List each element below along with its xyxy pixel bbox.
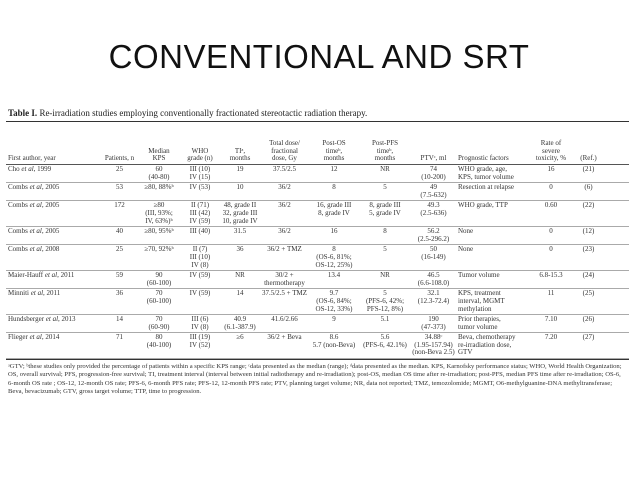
header-ref: (Ref.) [580,154,597,163]
cell-author: Cho et al, 1999 [8,165,52,173]
cell-kps: 70 (60-100) [146,289,172,305]
cell-kps: ≥70, 92%ᵇ [144,245,174,254]
cell-prognostic: Tumor volume [458,271,500,280]
header-dose: Total dose/ fractional dose, Gy [269,139,300,163]
table-bottom-rule [6,359,629,360]
cell-who: III (10) IV (15) [189,165,211,181]
cell-ref: (6) [584,183,593,192]
cell-ref: (27) [582,333,595,342]
header-kps: Median KPS [148,146,170,163]
cell-post-os: 9.7 (OS-6, 84%; OS-12, 33%) [315,289,353,313]
cell-post-pfs: 5 [383,245,387,254]
cell-prognostic: Resection at relapse [458,183,514,192]
cell-patients: 36 [116,289,123,298]
header-post-os: Post-OS timeᵇ, months [322,139,346,163]
cell-prognostic: WHO grade, age, KPS, tumor volume [458,165,514,181]
cell-post-os: 12 [330,165,338,173]
table-footnote: ᵃGTV; ᵇthese studies only provided the percentage of patients within a specific KPS range; ᶜdata presented as the median (range); ᵈdata presented as the median. KPS, Karnofsky performance status; WHO, World Health Organization; OS, overall survival; PFS, progression-free survival; TI, treatment interval (interval between initial radiotherapy and re-irradiation); post-OS, median OS time after re-irradiation; post-PFS, median PFS time after re-irradiation; OS-6, 6-month OS rate ; OS-12, 12-month OS rate; PFS-6, 6-month PFS rate; PFS-12, 12-month PFS rate; PTV, planning target volume; NR, data not reported; TMZ, temozolomide; MGMT, O6-methylguanine-DNA methyltransferase; Beva, bevacizumab; GTV, gross target volume; TTP, time to progression. [8,363,622,395]
table-row [6,333,629,359]
table-row [6,183,629,201]
cell-post-os: 16 [330,227,338,236]
cell-post-pfs: 5 (PFS-6, 42%; PFS-12, 8%) [365,289,405,313]
cell-prognostic: None [458,227,474,236]
cell-patients: 172 [114,201,125,210]
cell-ti: NR [235,271,245,280]
table-row [6,201,629,227]
cell-dose: 36/2 [278,201,291,210]
cell-prognostic: Beva, chemotherapy re-irradiation dose, GTV [458,333,516,357]
cell-ref: (25) [582,289,595,298]
cell-who: IV (59) [189,271,211,280]
cell-dose: 36/2 + TMZ [267,245,302,254]
cell-post-pfs: 5.6 (PFS-6, 42.1%) [363,333,407,349]
cell-who: III (6) IV (8) [191,315,209,331]
table-body [6,165,629,359]
cell-prognostic: WHO grade, TTP [458,201,508,210]
cell-who: IV (53) [189,183,211,192]
header-author: First author, year [8,154,56,163]
table-figure [6,108,629,396]
cell-ptv: 46.5 (6.6-108.0) [417,271,450,287]
cell-toxicity: 7.10 [544,315,558,324]
cell-ref: (26) [582,315,595,324]
cell-kps: ≥80, 95%ᵇ [144,227,174,236]
cell-dose: 36/2 + Beva [267,333,302,342]
cell-ti: 10 [236,183,244,192]
cell-toxicity: 16 [547,165,555,173]
cell-dose: 36/2 [278,183,291,192]
header-prognostic: Prognostic factors [458,154,509,163]
cell-dose: 37.5/2.5 + TMZ [261,289,308,298]
cell-post-pfs: 5.1 [380,315,390,324]
header-ti: TIᵃ, months [229,146,251,163]
cell-prognostic: KPS, treatment interval, MGMT methylation [458,289,505,313]
table-row [6,245,629,271]
cell-dose: 36/2 [278,227,291,236]
table-row [6,165,629,183]
cell-post-os: 8.6 5.7 (non-Beva) [312,333,356,349]
cell-kps: 70 (60-90) [148,315,170,331]
cell-toxicity: 0 [549,183,553,192]
cell-toxicity: 0 [549,227,553,236]
cell-prognostic: None [458,245,474,254]
cell-toxicity: 0 [549,245,553,254]
cell-post-pfs: 8 [383,227,387,236]
cell-patients: 25 [116,245,123,254]
table-header [6,122,629,164]
cell-toxicity: 0.60 [544,201,558,210]
cell-ref: (23) [582,245,595,254]
cell-ti: 36 [236,245,244,254]
cell-dose: 30/2 + thermotherapy [264,271,305,287]
cell-author: Hundsberger et al, 2013 [8,315,76,324]
cell-prognostic: Prior therapies, tumor volume [458,315,501,331]
cell-ti: 40.9 (6.1-387.9) [224,315,256,331]
cell-patients: 14 [116,315,123,324]
header-who: WHO grade (n) [187,146,213,163]
cell-kps: 60 (40-80) [148,165,170,181]
cell-ref: (24) [582,271,595,280]
cell-who: III (19) IV (52) [189,333,211,349]
cell-ti: ≥6 [236,333,244,342]
cell-author: Combs et al, 2008 [8,245,60,254]
cell-ti: 48, grade II 32, grade III 10, grade IV [222,201,258,225]
slide-title: CONVENTIONAL AND SRT [108,38,530,75]
cell-author: Minniti et al, 2011 [8,289,61,298]
cell-post-pfs: NR [380,165,390,173]
cell-dose: 41.6/2.66 [271,315,298,324]
cell-kps: ≥80 (III, 93%; IV, 63%)ᵇ [145,201,173,225]
cell-who: III (40) [189,227,211,236]
cell-ptv: 49 (7.5-632) [420,183,447,199]
cell-author: Combs et al, 2005 [8,227,60,236]
table-caption [8,108,629,118]
header-post-pfs: Post-PFS timeᵇ, months [371,139,399,163]
cell-dose: 37.5/2.5 [273,165,296,173]
cell-toxicity: 6.8-15.3 [539,271,563,280]
cell-kps: 90 (60-100) [146,271,172,287]
cell-ref: (12) [582,227,595,236]
cell-post-pfs: 8, grade III 5, grade IV [369,201,401,217]
cell-kps: 80 (40-100) [146,333,172,349]
cell-post-os: 13.4 [327,271,341,280]
cell-patients: 40 [116,227,123,236]
cell-who: II (7) III (10) IV (8) [189,245,211,269]
cell-kps: ≥80, 88%ᵇ [144,183,174,192]
cell-author: Maier-Hauff et al, 2011 [8,271,75,280]
cell-toxicity: 7.20 [544,333,558,342]
cell-post-os: 9 [332,315,336,324]
cell-author: Combs et al, 2005 [8,201,60,210]
caption-text: Re-irradiation studies employing conventionally fractionated stereotactic radiation therapy. [39,108,368,118]
cell-patients: 71 [116,333,123,342]
cell-author: Combs et al, 2005 [8,183,60,192]
cell-post-os: 8 [332,183,336,192]
cell-ref: (22) [582,201,595,210]
cell-patients: 59 [116,271,123,280]
header-patients: Patients, n [104,154,135,163]
cell-ptv: 49.3 (2.5-636) [420,201,447,217]
table-row [6,227,629,245]
cell-who: IV (59) [189,289,211,298]
cell-patients: 25 [116,165,123,173]
cell-ti: 14 [236,289,244,298]
header-ptv: PTVᶜ, ml [420,154,447,163]
cell-post-os: 16, grade III 8, grade IV [316,201,352,217]
cell-post-pfs: NR [380,271,390,280]
cell-ptv: 34.88ᶜ (1.95-157.94) (non-Beva 2.5) [412,333,455,357]
cell-ref: (21) [582,165,595,173]
cell-ptv: 56.2 (2.5-296.2) [417,227,450,243]
cell-patients: 53 [116,183,123,192]
cell-author: Flieger et al, 2014 [8,333,60,342]
caption-label: Table I. [8,108,38,118]
cell-ti: 31.5 [233,227,247,236]
cell-who: II (71) III (42) IV (59) [189,201,211,225]
cell-ptv: 32.1 (12.3-72.4) [417,289,450,305]
header-toxicity: Rate of severe toxicity, % [535,139,567,163]
table-row [6,315,629,333]
cell-toxicity: 11 [547,289,555,298]
cell-ptv: 50 (16-149) [421,245,446,261]
cell-post-os: 8 (OS-6, 81%; OS-12, 25%) [315,245,353,269]
table-row [6,271,629,289]
cell-ti: 19 [236,165,244,173]
cell-ptv: 190 (47-373) [421,315,446,331]
cell-post-pfs: 5 [383,183,387,192]
cell-ptv: 74 (10-200) [421,165,446,181]
table-row [6,289,629,315]
